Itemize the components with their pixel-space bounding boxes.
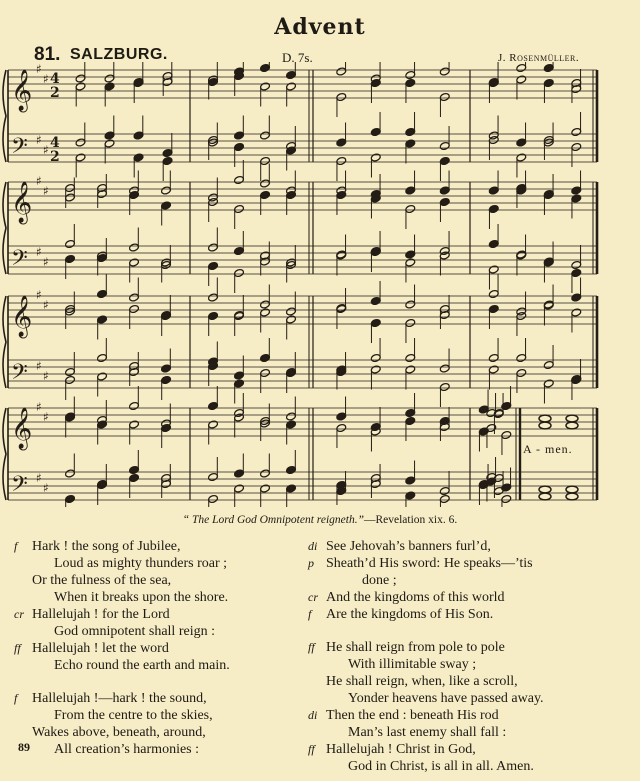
note-head — [501, 494, 512, 503]
note-head — [208, 261, 219, 270]
note-head — [65, 193, 76, 202]
time-signature-top: 4 — [50, 71, 60, 87]
verse-line — [308, 572, 544, 589]
note-head — [571, 186, 582, 195]
verse-line — [14, 640, 230, 657]
note-head — [208, 311, 219, 320]
verse-line — [308, 656, 544, 673]
verse-text: Hark ! the song of Jubilee, — [32, 539, 181, 554]
verse-text: Hallelujah ! let the word — [32, 641, 169, 656]
dynamic-mark: cr — [308, 590, 318, 604]
verse-line — [308, 555, 544, 572]
note-head — [336, 412, 347, 421]
note-head — [336, 138, 347, 147]
verse-text: From the centre to the skies, — [54, 708, 213, 723]
note-head — [104, 82, 115, 91]
verse-line — [308, 538, 544, 555]
note-head — [488, 239, 499, 248]
amen-note — [539, 493, 551, 500]
treble-clef: 𝄞 — [11, 182, 33, 223]
note-head — [65, 469, 76, 478]
amen-note — [566, 486, 578, 493]
note-head — [439, 186, 450, 195]
dynamic-mark: p — [308, 556, 314, 570]
verse-line — [308, 673, 544, 690]
note-head — [488, 78, 499, 87]
note-head — [129, 465, 140, 474]
time-signature-bottom: 2 — [50, 149, 60, 165]
note-head — [501, 401, 512, 410]
note-head — [439, 141, 450, 150]
time-signature-top: 4 — [50, 135, 60, 151]
composer: J. Rosenmüller. — [498, 52, 580, 64]
note-head — [161, 311, 172, 320]
verse-text: See Jehovah’s banners furl’d, — [326, 539, 491, 554]
verse-text: God omnipotent shall reign : — [54, 624, 215, 639]
note-head — [405, 476, 416, 485]
verse-text: With illimitable sway ; — [348, 657, 477, 672]
verse-text: Then the end : beneath His rod — [326, 708, 499, 723]
note-head — [439, 486, 450, 495]
note-head — [516, 138, 527, 147]
note-head — [129, 293, 140, 302]
note-head — [405, 416, 416, 425]
note-head — [543, 190, 554, 199]
verse-text: God in Christ, is all in all. Amen. — [348, 759, 534, 774]
verse-text: Man’s last enemy shall fall : — [348, 725, 507, 740]
dynamic-mark: ff — [308, 640, 315, 654]
verse-line — [308, 639, 544, 656]
hymn-number: 81. — [34, 44, 61, 65]
note-head — [97, 353, 108, 362]
dynamic-mark: f — [308, 607, 312, 621]
tune-name: SALZBURG. — [70, 46, 168, 63]
verse-line — [308, 589, 544, 606]
note-head — [478, 427, 489, 436]
note-head — [161, 364, 172, 373]
note-head — [75, 74, 86, 83]
verses-left-column — [14, 538, 230, 758]
note-head — [286, 484, 297, 493]
amen-note — [539, 415, 551, 422]
dynamic-mark: ff — [14, 641, 21, 655]
note-head — [439, 494, 450, 503]
note-head — [405, 186, 416, 195]
key-sharp: ♯ — [36, 245, 42, 259]
key-sharp: ♯ — [43, 369, 49, 383]
note-head — [405, 318, 416, 327]
note-head — [488, 365, 499, 374]
note-head — [75, 153, 86, 162]
note-head — [571, 375, 582, 384]
note-head — [336, 156, 347, 165]
verse-text: done ; — [362, 573, 397, 588]
meter: D. 7s. — [282, 50, 313, 65]
key-sharp: ♯ — [36, 359, 42, 373]
note-head — [571, 293, 582, 302]
verse-text: Yonder heavens have passed away. — [348, 691, 544, 706]
note-head — [405, 365, 416, 374]
note-head — [336, 423, 347, 432]
note-head — [234, 175, 245, 184]
note-head — [516, 63, 527, 72]
note-head — [260, 179, 271, 188]
note-head — [161, 201, 172, 210]
bass-clef: 𝄢 — [11, 246, 28, 276]
note-head — [488, 204, 499, 213]
treble-clef: 𝄞 — [11, 296, 33, 337]
note-head — [336, 67, 347, 76]
verse-text: All creation’s harmonies : — [54, 742, 200, 757]
stanza-gap — [14, 674, 230, 690]
note-head — [439, 382, 450, 391]
note-head — [260, 82, 271, 91]
verse-text: Wakes above, beneath, around, — [32, 725, 206, 740]
verse-line — [14, 707, 230, 724]
note-head — [129, 473, 140, 482]
note-head — [65, 375, 76, 384]
note-head — [75, 138, 86, 147]
note-head — [65, 494, 76, 503]
note-head — [260, 484, 271, 493]
amen-note — [566, 415, 578, 422]
note-head — [65, 183, 76, 192]
note-head — [260, 63, 271, 72]
bass-clef: 𝄢 — [11, 360, 28, 390]
note-head — [162, 148, 173, 157]
note-head — [488, 289, 499, 298]
note-head — [405, 70, 416, 79]
note-head — [516, 353, 527, 362]
note-head — [234, 246, 245, 255]
note-head — [439, 156, 450, 165]
dynamic-mark: cr — [14, 607, 24, 621]
note-head — [516, 153, 527, 162]
dynamic-mark: f — [14, 539, 18, 553]
verse-line — [14, 741, 230, 758]
note-head — [208, 243, 219, 252]
note-head — [516, 75, 527, 84]
note-head — [405, 250, 416, 259]
dynamic-mark: di — [308, 708, 318, 722]
note-head — [478, 405, 489, 414]
note-head — [488, 304, 499, 313]
note-head — [286, 368, 297, 377]
verse-line — [14, 606, 230, 623]
dynamic-mark: di — [308, 539, 318, 553]
note-head — [286, 465, 297, 474]
note-head — [97, 315, 108, 324]
verse-text: He shall reign from pole to pole — [326, 640, 505, 655]
note-head — [286, 315, 297, 324]
bass-clef: 𝄢 — [11, 472, 28, 502]
note-head — [234, 268, 245, 277]
note-head — [65, 254, 76, 263]
note-head — [208, 293, 219, 302]
verse-text: Or the fulness of the sea, — [32, 573, 172, 588]
note-head — [286, 82, 297, 91]
key-sharp: ♯ — [43, 184, 49, 198]
note-head — [439, 92, 450, 101]
note-head — [486, 423, 497, 432]
note-head — [208, 472, 219, 481]
note-head — [234, 469, 245, 478]
note-head — [234, 484, 245, 493]
key-sharp: ♯ — [43, 143, 49, 157]
brace — [3, 70, 6, 162]
note-head — [543, 78, 554, 87]
amen-note — [539, 422, 551, 429]
verse-line — [308, 690, 544, 707]
page-number: 89 — [18, 740, 30, 754]
note-head — [104, 74, 115, 83]
note-head — [405, 258, 416, 267]
note-head — [370, 365, 381, 374]
key-sharp: ♯ — [36, 62, 42, 76]
note-head — [133, 131, 144, 140]
note-head — [405, 300, 416, 309]
note-head — [133, 153, 144, 162]
note-head — [129, 401, 140, 410]
note-head — [208, 420, 219, 429]
verse-line — [14, 657, 230, 674]
note-head — [260, 190, 271, 199]
verse-text: He shall reign, when, like a scroll, — [326, 674, 518, 689]
note-head — [488, 265, 499, 274]
treble-clef: 𝄞 — [11, 70, 33, 111]
note-head — [571, 142, 582, 151]
note-head — [571, 260, 582, 269]
verse-text: Hallelujah !—hark ! the sound, — [32, 691, 207, 706]
note-head — [370, 153, 381, 162]
note-head — [286, 307, 297, 316]
note-head — [65, 239, 76, 248]
key-sharp: ♯ — [43, 410, 49, 424]
verse-text: Hallelujah ! Christ in God, — [326, 742, 476, 757]
verse-line — [14, 724, 230, 741]
note-head — [543, 379, 554, 388]
note-head — [97, 289, 108, 298]
note-head — [104, 131, 115, 140]
note-head — [208, 494, 219, 503]
verse-text: Sheath’d His sword: He speaks—’tis — [326, 556, 533, 571]
note-head — [543, 63, 554, 72]
note-head — [405, 204, 416, 213]
note-head — [488, 353, 499, 362]
note-head — [104, 139, 115, 148]
note-head — [370, 127, 381, 136]
stanza-gap — [308, 623, 544, 639]
note-head — [405, 127, 416, 136]
key-sharp: ♯ — [43, 72, 49, 86]
note-head — [370, 318, 381, 327]
note-head — [75, 82, 86, 91]
amen-note — [566, 422, 578, 429]
verse-line — [308, 758, 544, 775]
note-head — [162, 156, 173, 165]
note-head — [260, 368, 271, 377]
brace — [3, 408, 6, 500]
verse-line — [14, 555, 230, 572]
verse-text: Loud as mighty thunders roar ; — [54, 556, 228, 571]
treble-clef: 𝄞 — [11, 408, 33, 449]
note-head — [336, 92, 347, 101]
note-head — [234, 131, 245, 140]
note-head — [129, 258, 140, 267]
verse-text: Echo round the earth and main. — [54, 658, 230, 673]
key-sharp: ♯ — [36, 133, 42, 147]
note-head — [370, 353, 381, 362]
note-head — [234, 204, 245, 213]
brace — [3, 182, 6, 274]
key-sharp: ♯ — [36, 288, 42, 302]
verses-right-column — [308, 538, 544, 775]
note-head — [405, 353, 416, 362]
verse-line — [308, 741, 544, 758]
note-head — [501, 483, 512, 492]
amen-note — [566, 493, 578, 500]
note-head — [439, 364, 450, 373]
key-sharp: ♯ — [43, 255, 49, 269]
note-head — [405, 491, 416, 500]
verse-line — [14, 538, 230, 555]
epigraph-citation: —Revelation xix. 6. — [363, 514, 458, 526]
note-head — [439, 67, 450, 76]
verse-text: When it breaks upon the shore. — [54, 590, 229, 605]
epigraph-quote: “ The Lord God Omnipotent reigneth.” — [182, 514, 364, 526]
note-head — [234, 379, 245, 388]
note-head — [571, 268, 582, 277]
note-head — [161, 375, 172, 384]
note-head — [286, 420, 297, 429]
note-head — [571, 308, 582, 317]
note-head — [286, 412, 297, 421]
note-head — [405, 408, 416, 417]
brace — [3, 296, 6, 388]
note-head — [260, 353, 271, 362]
note-head — [260, 469, 271, 478]
note-head — [405, 78, 416, 87]
verse-line — [14, 623, 230, 640]
note-head — [370, 296, 381, 305]
note-head — [208, 401, 219, 410]
key-sharp: ♯ — [43, 298, 49, 312]
note-head — [571, 127, 582, 136]
note-head — [234, 371, 245, 380]
dynamic-mark: f — [14, 691, 18, 705]
note-head — [543, 258, 554, 267]
note-head — [370, 247, 381, 256]
note-head — [488, 186, 499, 195]
note-head — [286, 70, 297, 79]
note-head — [234, 142, 245, 151]
amen-note — [539, 486, 551, 493]
verse-text: Hallelujah ! for the Lord — [32, 607, 170, 622]
note-head — [65, 367, 76, 376]
verse-line — [308, 606, 544, 623]
verse-text: And the kingdoms of this world — [326, 590, 505, 605]
key-sharp: ♯ — [36, 471, 42, 485]
note-head — [129, 420, 140, 429]
note-head — [129, 304, 140, 313]
key-sharp: ♯ — [36, 400, 42, 414]
note-head — [260, 300, 271, 309]
note-head — [97, 372, 108, 381]
note-head — [161, 186, 172, 195]
note-head — [543, 360, 554, 369]
note-head — [516, 368, 527, 377]
note-head — [501, 430, 512, 439]
verse-line — [308, 707, 544, 724]
note-head — [133, 78, 144, 87]
note-head — [260, 156, 271, 165]
epigraph — [0, 514, 640, 526]
bass-clef: 𝄢 — [11, 134, 28, 164]
dynamic-mark: ff — [308, 742, 315, 756]
section-title: Advent — [274, 14, 366, 40]
verse-text: Are the kingdoms of His Son. — [326, 607, 494, 622]
music-score — [0, 62, 640, 507]
verse-line — [308, 724, 544, 741]
key-sharp: ♯ — [43, 481, 49, 495]
time-signature-bottom: 2 — [50, 85, 60, 101]
note-head — [260, 308, 271, 317]
note-head — [405, 139, 416, 148]
key-sharp: ♯ — [36, 174, 42, 188]
note-head — [260, 131, 271, 140]
verse-line — [14, 690, 230, 707]
verse-line — [14, 589, 230, 606]
note-head — [571, 194, 582, 203]
note-head — [129, 243, 140, 252]
verse-line — [14, 572, 230, 589]
note-head — [439, 197, 450, 206]
amen-lyric: A - men. — [523, 442, 573, 456]
